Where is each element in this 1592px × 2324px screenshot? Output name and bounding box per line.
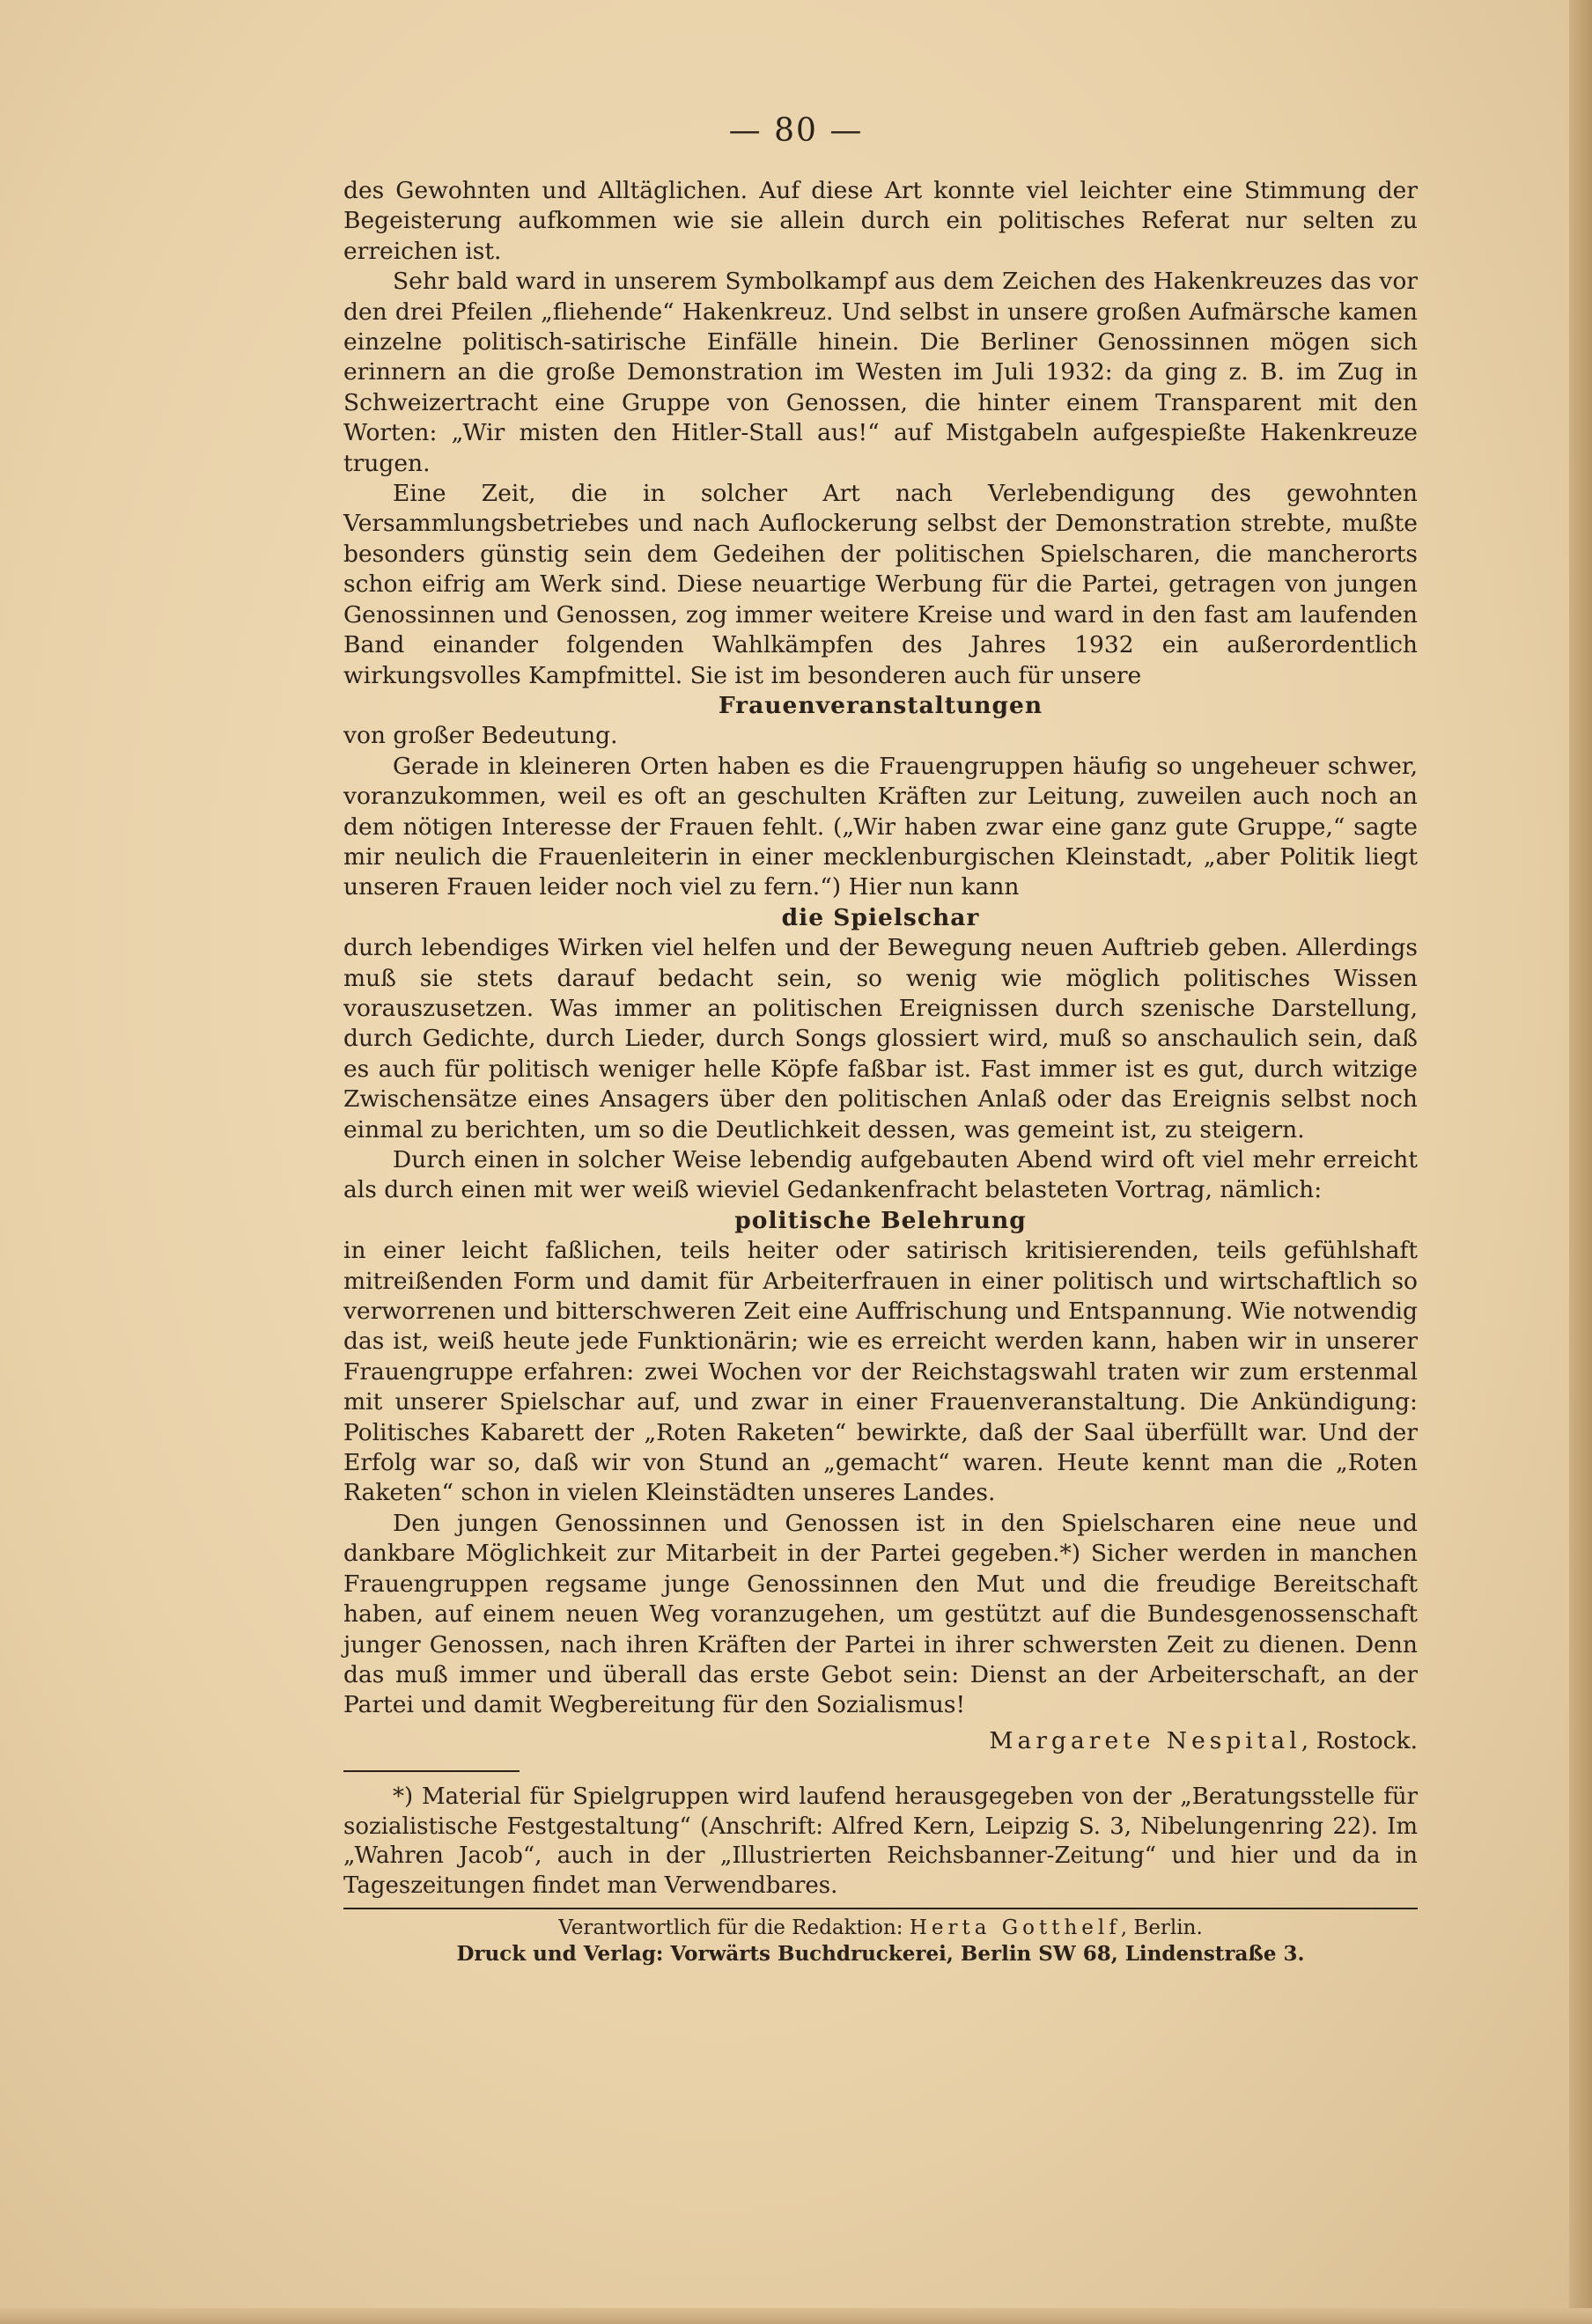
section-heading: Frauenveranstaltungen xyxy=(718,691,1043,719)
imprint-line-publisher: Druck und Verlag: Vorwärts Buchdruckerei, Berlin SW 68, Lindenstraße 3. xyxy=(456,1942,1305,1967)
imprint-responsible-city: , Berlin. xyxy=(1120,1916,1203,1940)
paragraph: durch lebendiges Wirken viel helfen und der Bewegung neuen Auftrieb geben. Allerdings muß sie stets darauf bedacht sein, so wenig wie möglich politisches Wissen vorauszusetzen. Was immer an politischen Ereignissen durch szenische Darstellung, durch Gedichte, durch Lieder, durch Songs glossiert wird, muß so anschaulich sein, daß es auch für politisch weniger helle Köpfe faßbar ist. Fast immer ist es gut, durch witzige Zwischensätze eines Ansagers über den politischen Anlaß oder das Ereignis selbst noch einmal zu berichten, um so die Deutlichkeit dessen, was gemeint ist, zu steigern. xyxy=(343,934,1418,1144)
paragraph: Sehr bald ward in unserem Symbolkampf aus dem Zeichen des Hakenkreuzes das vor den drei Pfeilen „fliehende“ Hakenkreuz. Und selbst in unsere großen Aufmärsche kamen einzelne politisch-satirische Einfälle hinein. Die Berliner Genossinnen mögen sich erinnern an die große Demonstration im Westen im Juli 1932: da ging z. B. im Zug in Schweizertracht eine Gruppe von Genossen, die hinter einem Transparent mit den Worten: „Wir misten den Hitler-Stall aus!“ auf Mistgabeln aufgespießte Hakenkreuze trugen. xyxy=(343,268,1418,477)
article-body xyxy=(343,176,1418,1967)
paragraph: Den jungen Genossinnen und Genossen ist in den Spielscharen eine neue und dankbare Möglichkeit zur Mitarbeit in der Partei gegeben.*) Sicher werden in manchen Frauengruppen regsame junge Genossinnen den Mut und die freudige Bereitschaft haben, auf einem neuen Weg voranzugehen, um gestützt auf die Bundesgenossenschaft junger Genossen, nach ihren Kräften der Partei in ihrer schwersten Zeit zu dienen. Denn das muß immer und überall das erste Gebot sein: Dienst an der Arbeiterschaft, an der Partei und damit Wegbereitung für den Sozialismus! xyxy=(343,1509,1418,1719)
imprint-responsible-name: Herta Gotthelf xyxy=(909,1916,1121,1940)
page-bottom-edge xyxy=(0,2308,1592,2324)
author-name: Margarete Nespital xyxy=(989,1726,1301,1754)
imprint-divider xyxy=(343,1908,1418,1909)
paragraph: Durch einen in solcher Weise lebendig aufgebauten Abend wird oft viel mehr erreicht als durch einen mit wer weiß wieviel Gedankenfracht belasteten Vortrag, nämlich: xyxy=(343,1146,1418,1204)
page-edge-shadow xyxy=(1569,0,1592,2324)
article-blocks xyxy=(343,176,1418,1721)
paragraph: Eine Zeit, die in solcher Art nach Verlebendigung des gewohnten Versammlungsbetriebes und nach Auflockerung selbst der Demonstration strebte, mußte besonders günstig sein dem Gedeihen der politischen Spielscharen, die mancherorts schon eifrig am Werk sind. Diese neuartige Werbung für die Partei, getragen von jungen Genossinnen und Genossen, zog immer weitere Kreise und ward in den fast am laufenden Band einander folgenden Wahlkämpfen des Jahres 1932 ein außerordentlich wirkungsvolles Kampfmittel. Sie ist im besonderen auch für unsere xyxy=(343,480,1418,689)
paragraph: des Gewohnten und Alltäglichen. Auf diese Art konnte viel leichter eine Stimmung der Begeisterung aufkommen wie sie allein durch ein politisches Referat nur selten zu erreichen ist. xyxy=(343,177,1418,265)
footnote-divider xyxy=(343,1770,520,1772)
imprint-responsible-label: Verantwortlich für die Redaktion: xyxy=(558,1916,903,1940)
paragraph: in einer leicht faßlichen, teils heiter oder satirisch kritisierenden, teils gefühlshaft mitreißenden Form und damit für Arbeiterfrauen in einer politisch und wirtschaftlich so verworrenen und bitterschweren Zeit eine Auffrischung und Entspannung. Wie notwendig das ist, weiß heute jede Funktionärin; wie es erreicht werden kann, haben wir in unserer Frauengruppe erfahren: zwei Wochen vor der Reichstagswahl traten wir zum erstenmal mit unserer Spielschar auf, und zwar in einer Frauenveranstaltung. Die Ankündigung: Politisches Kabarett der „Roten Raketen“ bewirkte, daß der Saal überfüllt war. Und der Erfolg war so, daß wir von Stund an „gemacht“ waren. Heute kennt man die „Roten Raketen“ schon in vielen Kleinstädten unseres Landes. xyxy=(343,1237,1418,1507)
signature xyxy=(343,1726,1418,1756)
paragraph: von großer Bedeutung. xyxy=(343,722,618,750)
section-heading: politische Belehrung xyxy=(734,1206,1027,1234)
imprint xyxy=(343,1915,1418,1967)
paragraph: Gerade in kleineren Orten haben es die Frauengruppen häufig so ungeheuer schwer, voranzukommen, weil es oft an geschulten Kräften zur Leitung, zuweilen auch noch an dem nötigen Interesse der Frauen fehlt. („Wir haben zwar eine ganz gute Gruppe,“ sagte mir neulich die Frauenleiterin in einer mecklenburgischen Kleinstadt, „aber Politik liegt unseren Frauen leider noch viel zu fern.“) Hier nun kann xyxy=(343,752,1418,901)
author-place: , Rostock. xyxy=(1301,1726,1418,1754)
footnote: *) Material für Spielgruppen wird laufend herausgegeben von der „Beratungsstelle für sozialistische Festgestaltung“ (Anschrift: Alfred Kern, Leipzig S. 3, Nibelungenring 22). Im „Wahren Jacob“, auch in der „Illustrierten Reichsbanner-Zeitung“ und hier und da in Tageszeitungen findet man Verwendbares. xyxy=(343,1783,1418,1899)
section-heading: die Spielschar xyxy=(781,903,980,931)
page-number: — 80 — xyxy=(728,113,864,149)
imprint-line-editor xyxy=(343,1915,1418,1941)
